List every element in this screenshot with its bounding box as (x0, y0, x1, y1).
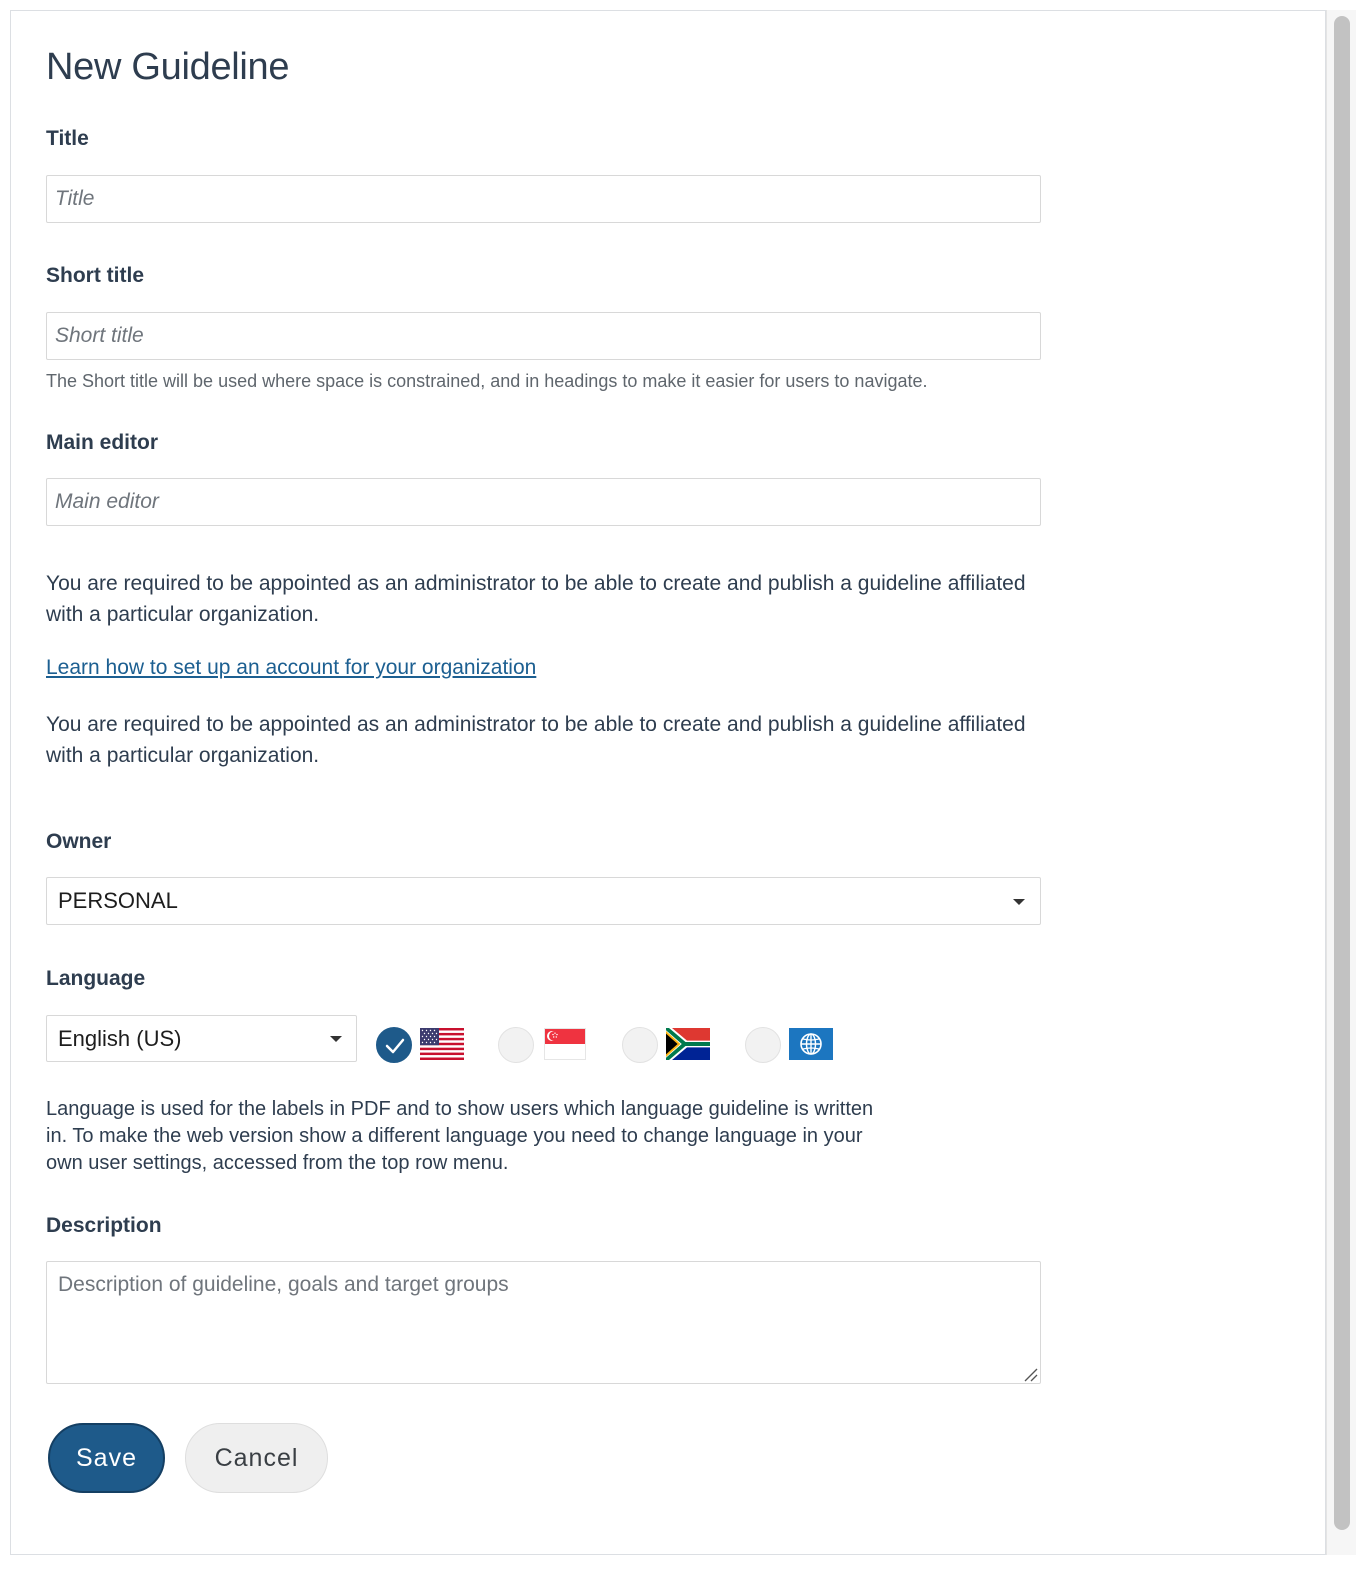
owner-label: Owner (46, 830, 112, 853)
radio-unchecked[interactable] (622, 1027, 658, 1063)
radio-unchecked[interactable] (745, 1027, 781, 1063)
short-title-label: Short title (46, 264, 144, 287)
save-button[interactable]: Save (48, 1423, 165, 1493)
admin-notice-2: You are required to be appointed as an administrator to be able to create and publish a guideline affiliated with a particular organization. (46, 713, 1026, 767)
globe-icon (789, 1028, 833, 1060)
title-input[interactable] (46, 175, 1041, 223)
cancel-button[interactable]: Cancel (185, 1423, 328, 1493)
south-africa-flag-icon (666, 1028, 710, 1060)
us-flag-icon (420, 1028, 464, 1060)
page-title: New Guideline (46, 46, 290, 88)
scrollbar-thumb[interactable] (1334, 16, 1350, 1530)
language-option-za[interactable] (622, 1024, 712, 1070)
description-textarea[interactable] (46, 1261, 1041, 1384)
admin-notice-1: You are required to be appointed as an administrator to be able to create and publish a guideline affiliated with a particular organization. (46, 572, 1026, 626)
title-label: Title (46, 127, 89, 150)
language-select[interactable] (46, 1015, 357, 1062)
language-option-us[interactable] (376, 1024, 466, 1070)
main-editor-input[interactable] (46, 478, 1041, 526)
short-title-input[interactable] (46, 312, 1041, 360)
short-title-help: The Short title will be used where space is constrained, and in headings to make it easier for users to navigate. (46, 371, 928, 391)
owner-select[interactable] (46, 877, 1041, 925)
description-label: Description (46, 1214, 162, 1237)
owner-select-value: PERSONAL (58, 888, 178, 913)
language-option-international[interactable] (745, 1024, 835, 1070)
resize-grip-icon[interactable] (1022, 1366, 1038, 1382)
language-label: Language (46, 967, 146, 990)
radio-unchecked[interactable] (498, 1027, 534, 1063)
chevron-down-icon (330, 1036, 342, 1042)
language-select-value: English (US) (58, 1026, 182, 1051)
chevron-down-icon (1013, 899, 1025, 905)
language-option-sg[interactable] (498, 1024, 588, 1070)
main-editor-label: Main editor (46, 431, 159, 454)
radio-checked[interactable] (376, 1027, 412, 1063)
singapore-flag-icon (544, 1028, 586, 1060)
language-help: Language is used for the labels in PDF and to show users which language guideline is written in. To make the web version show a different language you need to change language in your own user settings, accessed from the top row menu. (46, 1098, 874, 1174)
language-flag-options (376, 1024, 846, 1074)
learn-account-link[interactable]: Learn how to set up an account for your organization (46, 656, 537, 679)
